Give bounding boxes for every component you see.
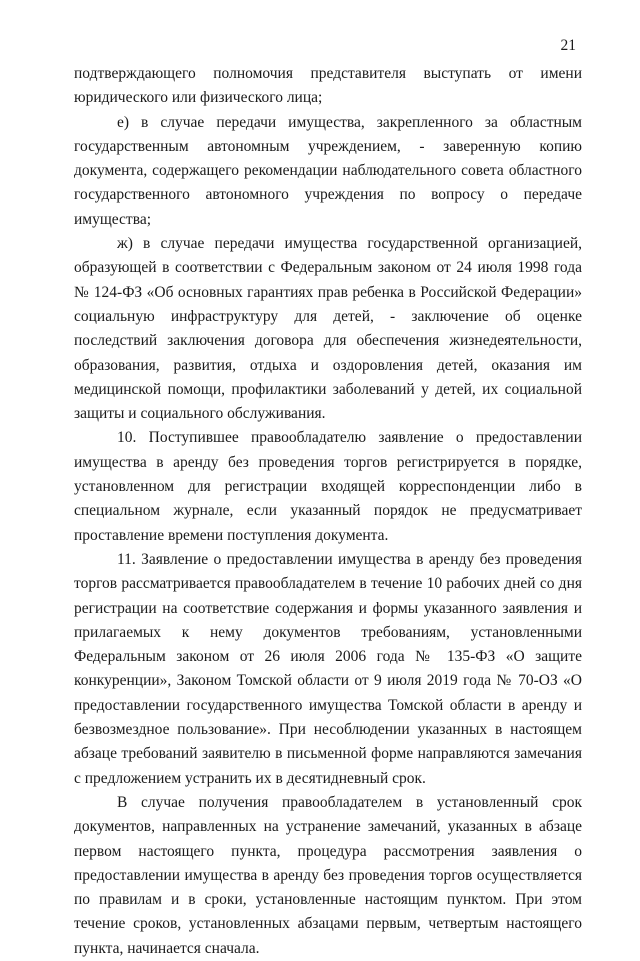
paragraph-clause-10: 10. Поступившее правообладателю заявление о предоставлении имущества в аренду без проведения торгов регистрируется в порядке, установленном для регистрации входящей корреспонденции либо в специальном журнале, если указанный порядок не предусматривает проставление времени поступления документа. (74, 429, 582, 544)
paragraph-clause-11: 11. Заявление о предоставлении имущества в аренду без проведения торгов рассматривается правообладателем в течение 10 рабочих дней со дня регистрации на соответствие содержания и формы указанного заявления и прилагаемых к нему документов требованиям, установленными Федеральным законом от 26 июля 2006 года № 135-ФЗ «О защите конкуренции», Законом Томской области от 9 июля 2019 года № 70-ОЗ «О предоставлении государственного имущества Томской области в аренду и безвозмездное пользование». При несоблюдении указанных в настоящем абзаце требований заявителю в письменной форме направляются замечания с предложением устранить их в десятидневный срок. (74, 550, 582, 787)
document-body (74, 62, 582, 961)
paragraph-item-zh: ж) в случае передачи имущества государственной организацией, образующей в соответствии с Федеральным законом от 24 июля 1998 года № 124-ФЗ «Об основных гарантиях прав ребенка в Российской Федерации» социальную инфраструктуру для детей, - заключение об оценке последствий заключения договора для обеспечения жизнедеятельности, образования, развития, отдыха и оздоровления детей, оказания им медицинской помощи, профилактики заболеваний у детей, их социальной защиты и социального обслуживания. (74, 235, 582, 423)
page-number: 21 (560, 37, 576, 54)
paragraph-clause-11-second: В случае получения правообладателем в установленный срок документов, направленных на устранение замечаний, указанных в абзаце первом настоящего пункта, процедура рассмотрения заявления о предоставлении имущества в аренду без проведения торгов осуществляется по правилам и в сроки, установленные настоящим пунктом. При этом течение сроков, установленных абзацами первым, четвертым настоящего пункта, начинается сначала. (74, 793, 582, 957)
paragraph-item-e: е) в случае передачи имущества, закрепленного за областным государственным автономным учреждением, - заверенную копию документа, содержащего рекомендации наблюдательного совета областного государственного автономного учреждения по вопросу о передаче имущества; (74, 113, 582, 228)
paragraph-continuation: подтверждающего полномочия представителя выступать от имени юридического или физического лица; (74, 65, 582, 107)
